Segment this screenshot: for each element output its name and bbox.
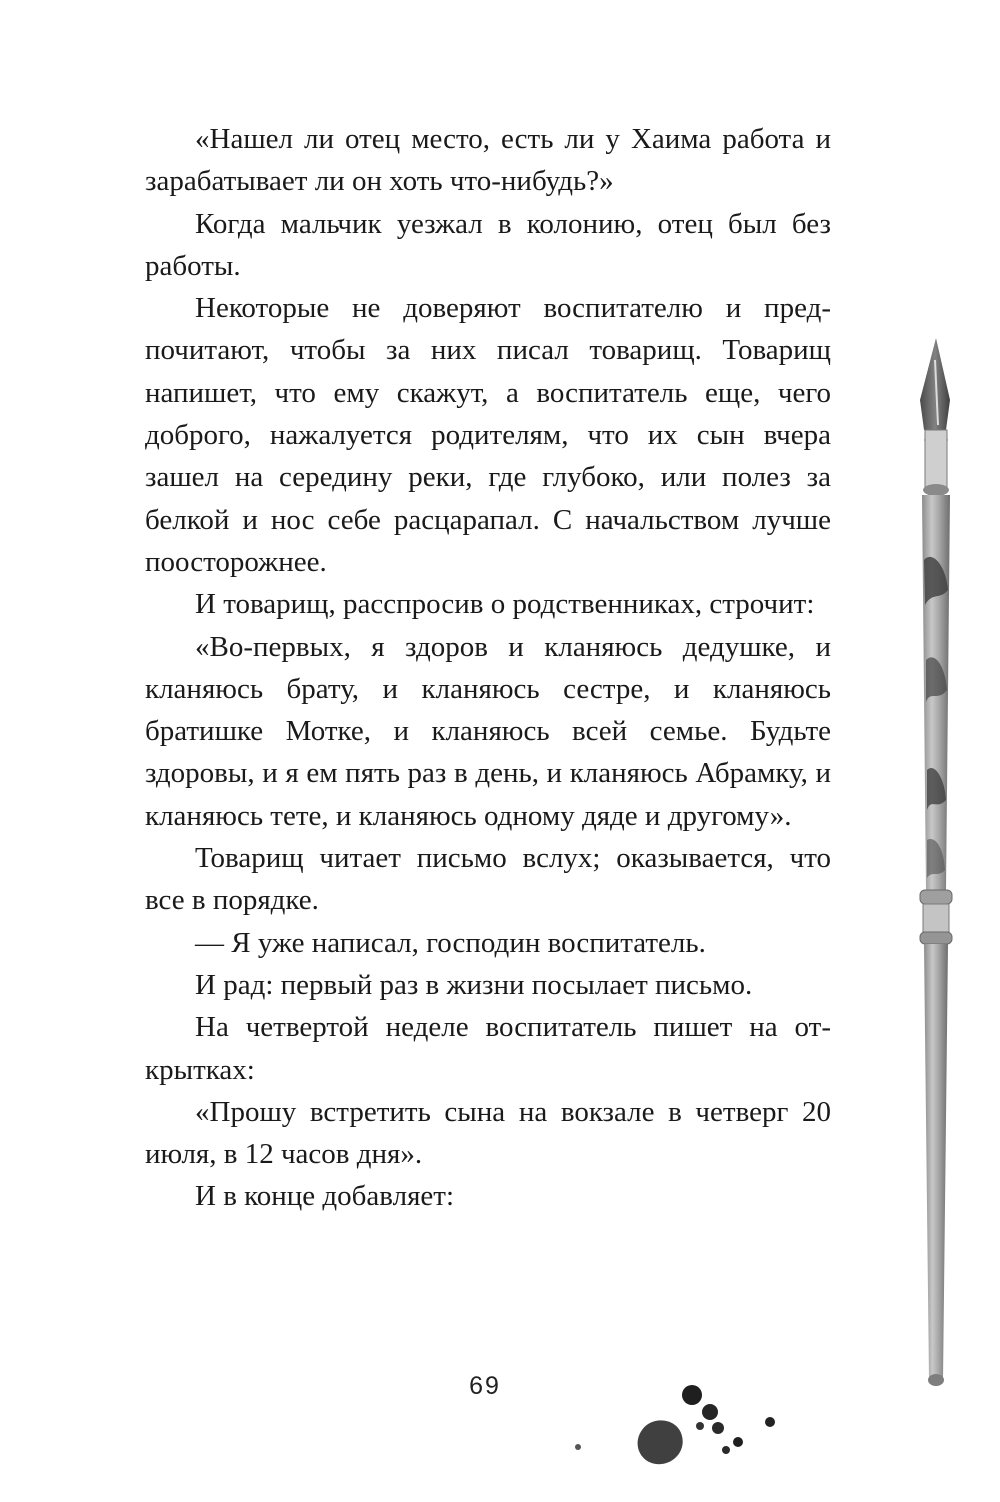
paragraph: Товарищ читает письмо вслух; оказывается, что все в порядке. xyxy=(145,842,831,917)
page-number: 69 xyxy=(469,1372,501,1400)
fountain-pen-illustration xyxy=(880,330,970,1410)
paragraph: Некоторые не доверяют воспитателю и предпочитают, чтобы за них писал товарищ. Товарищ напишет, что ему скажут, а воспитатель еще, чего доброго, нажалуется родителям, что их сын вчера зашел на середину реки, где глубоко, или полез за белкой и нос себе расцарапал. С начальством лучше поосторожнее. xyxy=(145,292,831,578)
paragraph: «Во-первых, я здоров и кланяюсь дедушке, и кланяюсь брату, и кланяюсь сестре, и кланяюсь братишке Мотке, и кланяюсь всей семье. Будьте здоровы, и я ем пять раз в день, и кланяюсь Абрамку, и кланяюсь тете, и кланяюсь одному дяде и другому». xyxy=(145,630,831,832)
paragraph: «Нашел ли отец место, есть ли у Хаима работа и зарабатывает ли он хоть что-нибудь?» xyxy=(145,123,831,198)
paragraph: — Я уже написал, господин воспитатель. xyxy=(195,926,706,959)
paragraph: И в конце добавляет: xyxy=(195,1180,455,1213)
ink-blot xyxy=(638,1420,683,1464)
ink-blot xyxy=(765,1417,775,1427)
ink-blots-illustration xyxy=(560,1370,800,1480)
paragraph: «Прошу встретить сына на вокзале в четверг 20 июля, в 12 часов дня». xyxy=(145,1095,831,1171)
ink-blot xyxy=(575,1444,581,1450)
ink-blot xyxy=(702,1404,718,1420)
ink-blot xyxy=(733,1437,743,1447)
ink-blot xyxy=(722,1446,730,1454)
paragraph: Когда мальчик уезжал в колонию, отец был без работы. xyxy=(145,207,831,282)
ink-blot xyxy=(696,1422,704,1430)
paragraph: На четвертой неделе воспитатель пишет на открытках: xyxy=(145,1011,831,1086)
pen-nib xyxy=(920,338,950,430)
ink-blot xyxy=(712,1422,724,1434)
body-text xyxy=(145,118,831,1218)
paragraph: И товарищ, расспросив о родственниках, строчит: xyxy=(195,588,815,621)
paragraph: И рад: первый раз в жизни посылает письмо. xyxy=(195,968,753,1001)
ink-blot xyxy=(682,1385,702,1405)
